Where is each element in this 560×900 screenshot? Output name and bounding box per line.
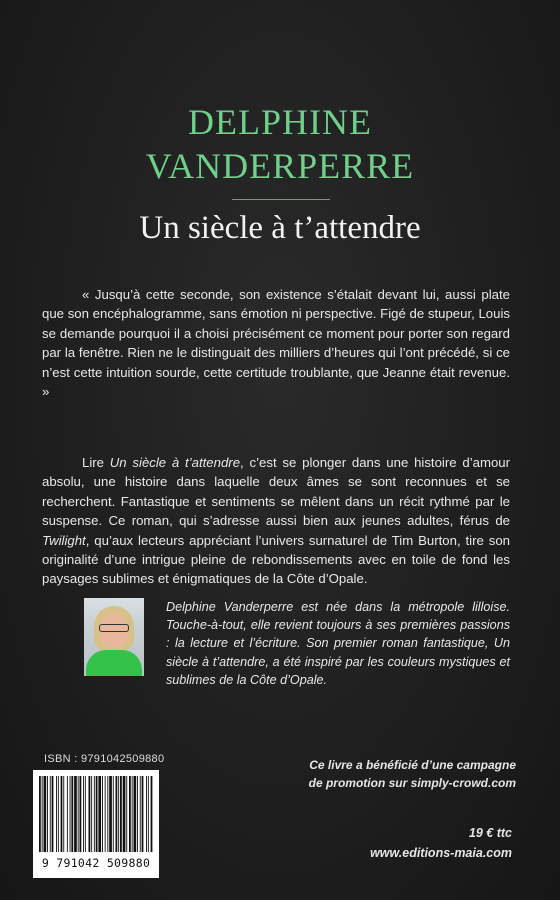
barcode-bar (78, 776, 79, 852)
barcode-bar (56, 776, 57, 852)
barcode-bar (44, 776, 47, 852)
publisher-website: www.editions-maia.com (370, 846, 512, 860)
barcode-bar (109, 776, 112, 852)
promo-line-2: de promotion sur simply-crowd.com (308, 776, 516, 790)
barcode-bar (120, 776, 122, 852)
barcode-bar (98, 776, 101, 852)
barcode-bar (129, 776, 131, 852)
excerpt-quote: « Jusqu’à cette seconde, son existence s’étalait devant lui, aussi plate que son encéphalogramme, sans émotion ni perspective. Figé de stupeur, Louis se demande pourquoi il a choisi précisément ce moment pour porter son regard par la fenêtre. Rien ne le distinguait des milliers d’heures qui l’ont précédé, si ce n’est cette intuition sourde, cette certitude troublante, que Jeanne était revenue. » (42, 287, 510, 400)
price: 19 € ttc (468, 826, 512, 840)
barcode (33, 770, 159, 878)
author-photo (84, 598, 144, 676)
author-last-name: VANDERPERRE (145, 146, 415, 186)
barcode-bar (148, 776, 149, 852)
barcode-bar (85, 776, 86, 852)
barcode-bar (137, 776, 138, 852)
author-first-name: DELPHINE (188, 102, 372, 142)
barcode-bar (134, 776, 137, 852)
barcode-bar (67, 776, 68, 852)
barcode-bar (146, 776, 147, 852)
barcode-bar (89, 776, 91, 852)
pitch-text-3: , qu’aux lecteurs appréciant l’univers surnaturel de Tim Burton, tire son originalité d’une intrigue pleine de rebondissements avec en toile de fond les paysages sublimes et énigmatiques de la Côte d’Opale. (42, 532, 510, 587)
barcode-bar (94, 776, 95, 852)
barcode-bar (74, 776, 77, 852)
barcode-bar (107, 776, 108, 852)
barcode-bar (58, 776, 59, 852)
title-divider (232, 199, 330, 200)
barcode-bar (70, 776, 71, 852)
barcode-bar (116, 776, 118, 852)
barcode-bar (71, 776, 73, 852)
pitch-text-1: Lire (82, 455, 110, 470)
isbn-label: ISBN : 9791042509880 (44, 753, 165, 765)
book-pitch (42, 453, 510, 589)
barcode-bar (132, 776, 133, 852)
barcode-bar (102, 776, 103, 852)
barcode-bar (61, 776, 63, 852)
barcode-bar (126, 776, 127, 852)
barcode-bar (63, 776, 64, 852)
barcode-bar (47, 776, 48, 852)
author-name (0, 100, 560, 188)
book-title: Un siècle à t’attendre (139, 210, 421, 246)
barcode-bar (42, 776, 43, 852)
barcode-bar (105, 776, 106, 852)
promo-line-1: Ce livre a bénéficié d’une campagne (309, 758, 516, 772)
barcode-bar (113, 776, 114, 852)
barcode-bar (142, 776, 144, 852)
barcode-bar (91, 776, 92, 852)
barcode-bar (151, 776, 153, 852)
barcode-bar (80, 776, 82, 852)
barcode-bar (96, 776, 98, 852)
promo-note (296, 756, 516, 792)
barcode-bar (50, 776, 51, 852)
pitch-title-italic: Un siècle à t’attendre (109, 455, 241, 470)
barcode-digits: 9 791042 509880 (41, 856, 151, 870)
barcode-bar (123, 776, 126, 852)
pitch-text-2: , c’est se plonger dans une histoire d’amour absolu, une histoire dans laquelle deux âmes se sont reconnues et se recherchent. Fantastique et sentiments se mêlent dans un récit rythmé par le suspense. Ce roman, qui s’adresse aussi bien aux jeunes adultes, férus de (42, 455, 511, 529)
barcode-bar (118, 776, 119, 852)
barcode-bar (140, 776, 141, 852)
pitch-twilight-italic: Twilight (42, 532, 86, 548)
author-bio: Delphine Vanderperre est née dans la métropole lilloise. Touche-à-tout, elle revient toujours à ses premières passions : la lecture et l’écriture. Son premier roman fantastique, Un siècle à t’attendre, a été inspiré par les couleurs mystiques et sublimes de la Côte d’Opale. (166, 600, 510, 687)
barcode-bar (39, 776, 41, 852)
barcode-bar (83, 776, 84, 852)
barcode-bar (52, 776, 54, 852)
